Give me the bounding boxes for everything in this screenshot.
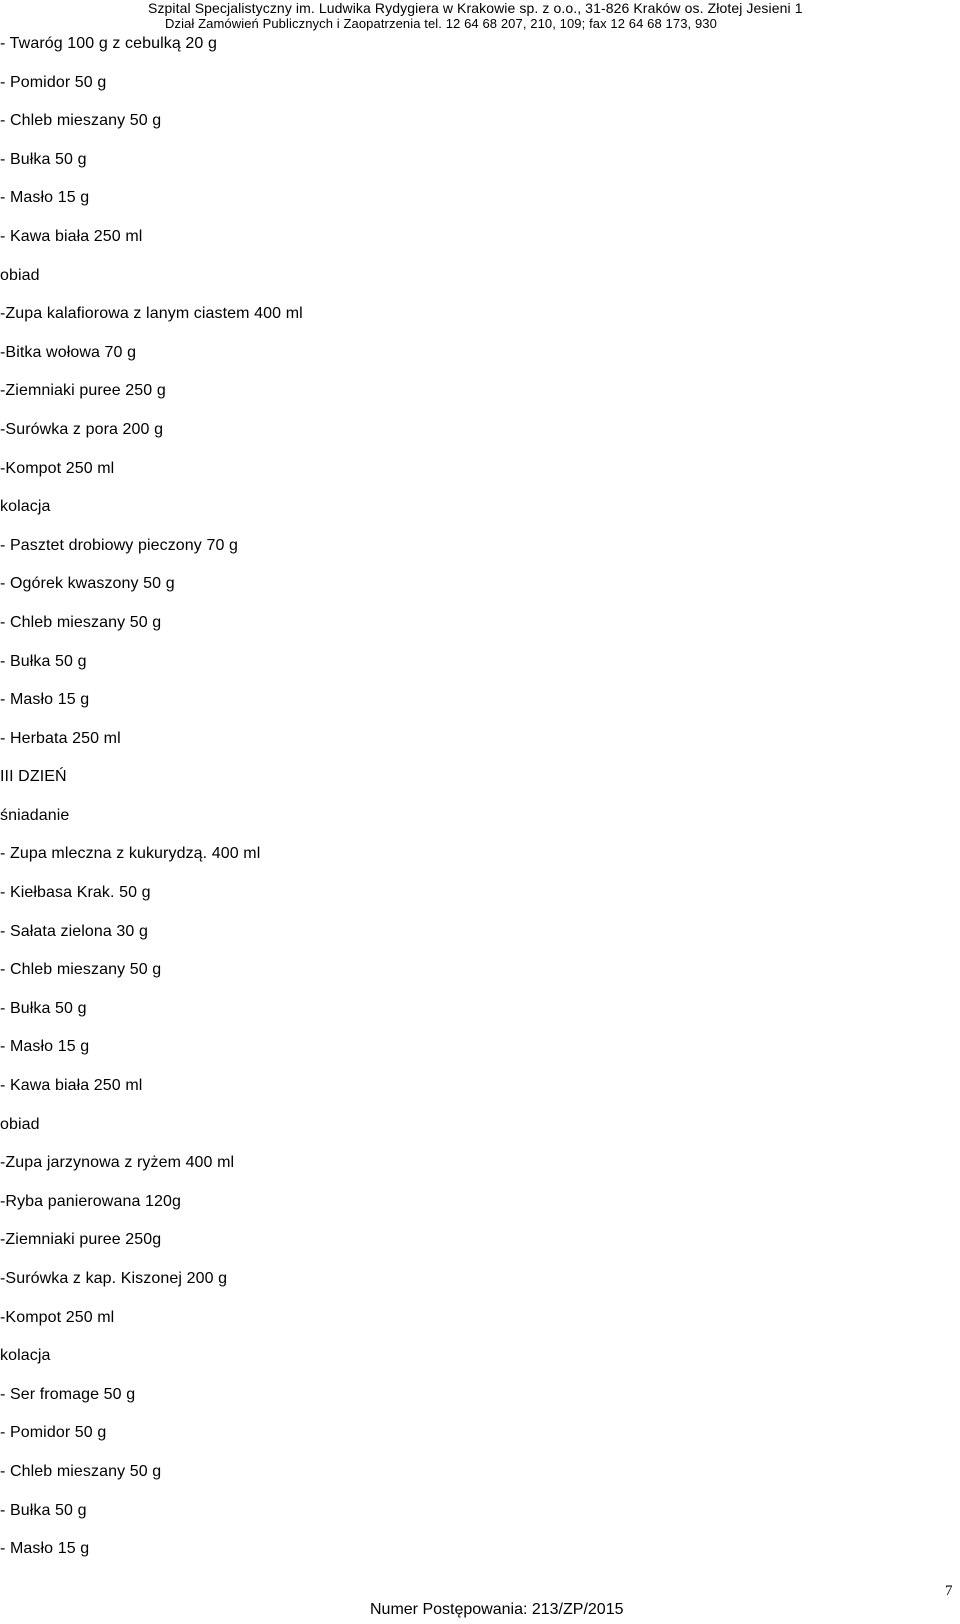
menu-line: - Kawa biała 250 ml: [0, 1077, 143, 1095]
menu-line: - Ogórek kwaszony 50 g: [0, 575, 175, 593]
menu-line: -Surówka z pora 200 g: [0, 420, 164, 438]
menu-line: -Ziemniaki puree 250 g: [0, 382, 166, 400]
day-heading: III DZIEŃ: [0, 768, 67, 786]
menu-line: - Chleb mieszany 50 g: [0, 1462, 162, 1480]
menu-line: -Bitka wołowa 70 g: [0, 343, 137, 361]
menu-line: - Kiełbasa Krak. 50 g: [0, 884, 151, 902]
menu-line: - Pomidor 50 g: [0, 1424, 107, 1442]
meal-heading: kolacja: [0, 1347, 51, 1365]
menu-line: -Zupa jarzynowa z ryżem 400 ml: [0, 1154, 235, 1172]
meal-heading: obiad: [0, 266, 40, 284]
menu-line: - Pasztet drobiowy pieczony 70 g: [0, 536, 238, 554]
menu-line: -Kompot 250 ml: [0, 459, 115, 477]
menu-line: - Bułka 50 g: [0, 999, 87, 1017]
menu-line: -Kompot 250 ml: [0, 1308, 115, 1326]
menu-list: [0, 29, 940, 1573]
menu-line: - Bułka 50 g: [0, 1501, 87, 1519]
menu-line: - Chleb mieszany 50 g: [0, 613, 162, 631]
menu-line: - Twaróg 100 g z cebulką 20 g: [0, 35, 217, 52]
menu-line: - Herbata 250 ml: [0, 729, 121, 747]
menu-line: - Ser fromage 50 g: [0, 1385, 136, 1403]
header-hospital-address: Szpital Specjalistyczny im. Ludwika Rydygiera w Krakowie sp. z o.o., 31-826 Kraków os. Złotej Jesieni 1: [148, 0, 803, 16]
menu-line: - Chleb mieszany 50 g: [0, 112, 162, 130]
menu-line: -Surówka z kap. Kiszonej 200 g: [0, 1270, 228, 1287]
meal-heading: śniadanie: [0, 806, 70, 824]
menu-line: - Masło 15 g: [0, 1540, 90, 1558]
menu-line: - Masło 15 g: [0, 189, 90, 207]
menu-line: - Chleb mieszany 50 g: [0, 961, 162, 979]
menu-line: - Bułka 50 g: [0, 150, 87, 168]
menu-line: -Ryba panierowana 120g: [0, 1192, 181, 1210]
menu-line: - Masło 15 g: [0, 691, 90, 709]
menu-line: - Zupa mleczna z kukurydzą. 400 ml: [0, 845, 261, 863]
page-number: 7: [945, 1583, 953, 1599]
menu-line: - Bułka 50 g: [0, 652, 87, 670]
menu-line: -Zupa kalafiorowa z lanym ciastem 400 ml: [0, 305, 303, 323]
menu-line: - Kawa biała 250 ml: [0, 227, 143, 245]
menu-line: - Sałata zielona 30 g: [0, 922, 148, 940]
meal-heading: obiad: [0, 1115, 40, 1133]
header-department-contact: Dział Zamówień Publicznych i Zaopatrzenia tel. 12 64 68 207, 210, 109; fax 12 64 68 173, 930: [165, 16, 717, 31]
meal-heading: kolacja: [0, 498, 51, 516]
menu-line: - Pomidor 50 g: [0, 73, 107, 91]
procedure-number-footer: Numer Postępowania: 213/ZP/2015: [370, 1601, 624, 1618]
menu-line: -Ziemniaki puree 250g: [0, 1231, 162, 1249]
menu-line: - Masło 15 g: [0, 1038, 90, 1056]
